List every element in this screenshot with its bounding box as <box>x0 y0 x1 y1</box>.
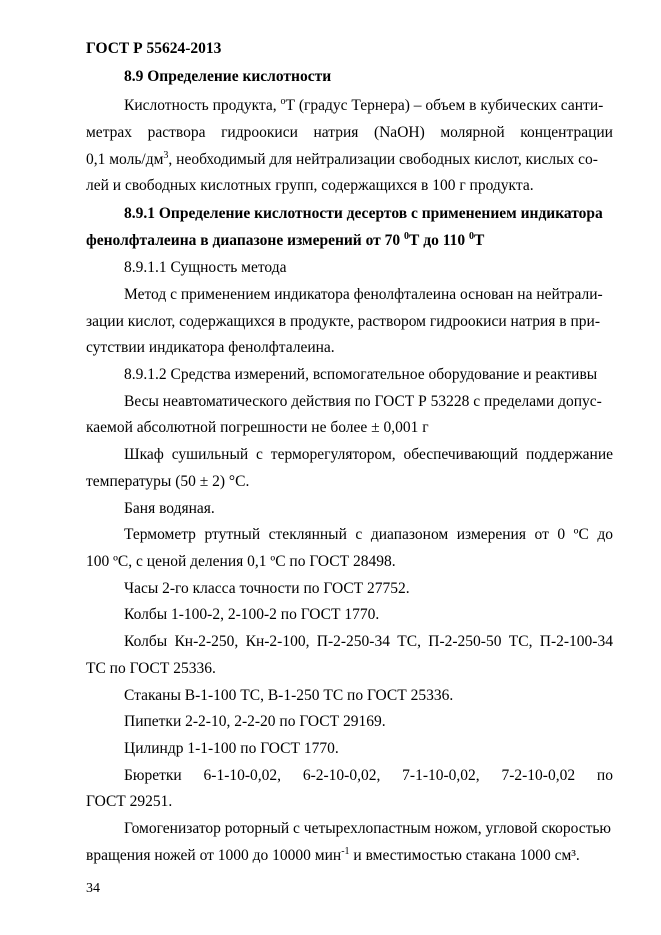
cylinder-line: Цилиндр 1-1-100 по ГОСТ 1770. <box>124 740 339 757</box>
thermo-line1: Термометр ртутный стеклянный с диапазоном измерения от 0 ºС до <box>124 526 613 543</box>
clock-line: Часы 2-го класса точности по ГОСТ 27752. <box>124 580 410 597</box>
para1-line1-text: Кислотность продукта, $^o$Т (градус Тернера) – объем в кубических санти- <box>124 96 604 114</box>
scales-line1: Весы неавтоматического действия по ГОСТ Р 53228 с пределами допус- <box>124 393 602 410</box>
flasks2-line1: Колбы Кн-2-250, Кн-2-100, П-2-250-34 ТС, П-2-250-50 ТС, П-2-100-34 <box>124 633 613 650</box>
para1-line1 <box>124 97 613 115</box>
cabinet-line1: Шкаф сушильный с терморегулятором, обеспечивающий поддержание <box>124 446 613 463</box>
homogenizer-line2: вращения ножей от 1000 до 10000 мин$^{-1}$ и вместимостью стакана 1000 см³. <box>86 846 580 864</box>
essence-line2: зации кислот, содержащихся в продукте, раствором гидроокиси натрия в при- <box>86 313 600 330</box>
burettes-line1: Бюретки 6-1-10-0,02, 6-2-10-0,02, 7-1-10-0,02, 7-2-10-0,02 по <box>124 767 613 784</box>
flasks1-line: Колбы 1-100-2, 2-100-2 по ГОСТ 1770. <box>124 606 380 623</box>
essence-line3: сутствии индикатора фенолфталеина. <box>86 339 335 356</box>
para1-line4: лей и свободных кислотных групп, содержащихся в 100 г продукта. <box>86 177 534 194</box>
para1-line3: 0,1 моль/$дм^3$, необходимый для нейтрализации свободных кислот, кислых со- <box>86 150 598 168</box>
flasks2-line2: ТС по ГОСТ 25336. <box>86 660 216 677</box>
scales-line2: каемой абсолютной погрешности не более ± 0,001 г <box>86 419 429 436</box>
bath-line: Баня водяная. <box>124 500 215 517</box>
beakers-line: Стаканы В-1-100 ТС, В-1-250 ТС по ГОСТ 25336. <box>124 687 454 704</box>
essence-line1: Метод с применением индикатора фенолфталеина основан на нейтрали- <box>124 286 603 303</box>
cabinet-line2: температуры (50 ± 2) °С. <box>86 473 250 490</box>
para1-line2: метрах раствора гидроокиси натрия (NaOH) молярной концентрации <box>86 124 613 141</box>
burettes-line2: ГОСТ 29251. <box>86 793 173 810</box>
section-title: 8.9 Определение кислотности <box>124 68 332 85</box>
homogenizer-line1: Гомогенизатор роторный с четырехлопастным ножом, угловой скоростью <box>124 820 612 837</box>
thermo-line2: 100 ºС, с ценой деления 0,1 ºС по ГОСТ 28498. <box>86 553 396 570</box>
means-title: 8.9.1.2 Средства измерений, вспомогательное оборудование и реактивы <box>124 366 598 383</box>
subsection-title-line1: 8.9.1 Определение кислотности десертов с применением индикатора <box>124 205 603 222</box>
subsection-title-line2: фенолфталеина в диапазоне измерений от 70 $^0$Т до 110 $^0$Т <box>86 231 485 249</box>
header-doc-code: ГОСТ Р 55624-2013 <box>86 40 222 57</box>
essence-title: 8.9.1.1 Сущность метода <box>124 259 287 276</box>
page-number: 34 <box>86 881 100 896</box>
pipettes-line: Пипетки 2-2-10, 2-2-20 по ГОСТ 29169. <box>124 713 386 730</box>
